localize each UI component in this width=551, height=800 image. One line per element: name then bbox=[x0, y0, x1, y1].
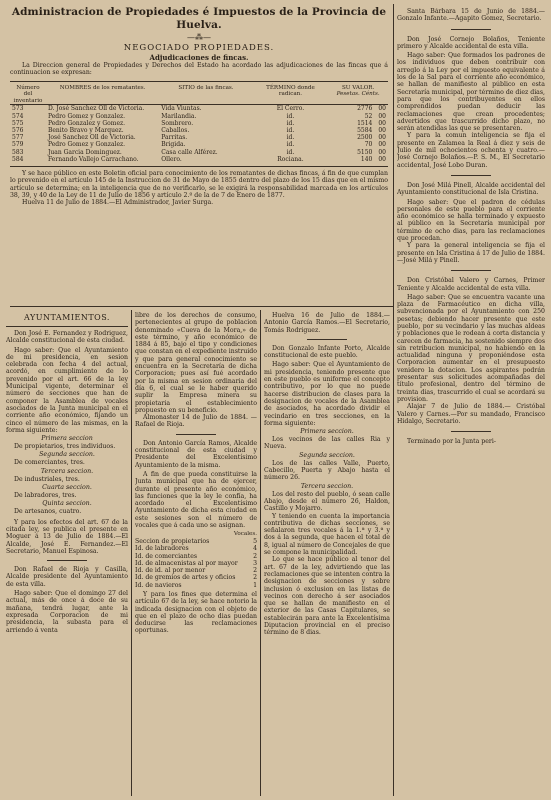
vote-row bbox=[135, 560, 257, 567]
moguer-section-4-text: De labradores, tres. bbox=[14, 492, 77, 500]
sb-section-1: Primera seccion. bbox=[300, 428, 354, 436]
signoff-text: Huelva 11 de Julio de 1884.—El Administrador, Javier Surga. bbox=[22, 199, 214, 207]
row-site: Caballos. bbox=[161, 126, 190, 134]
vote-count: 4 bbox=[253, 545, 257, 553]
row-number: 584 bbox=[12, 155, 24, 163]
row-pesetas: 52 bbox=[364, 112, 373, 120]
row-centimos: 00 bbox=[378, 155, 386, 163]
col-numero: Número del inventario bbox=[13, 84, 43, 104]
table-row bbox=[10, 149, 388, 156]
vote-count: 2 bbox=[253, 552, 257, 560]
vote-count: 2 bbox=[253, 567, 257, 575]
row-value bbox=[328, 149, 388, 156]
col-nombres: NOMBRES de los rematantes. bbox=[59, 84, 146, 91]
vote-row bbox=[135, 567, 257, 574]
sb-section-2: Segunda seccion. bbox=[299, 451, 355, 459]
row-number: 576 bbox=[12, 126, 24, 134]
row-centimos: 00 bbox=[378, 105, 386, 113]
sb-section-3: Tercera seccion. bbox=[300, 482, 354, 490]
row-number: 574 bbox=[12, 112, 24, 120]
row-site: Vida Viuntas. bbox=[161, 105, 202, 113]
moguer-section-5: Quinta seccion. bbox=[42, 500, 92, 508]
row-pesetas: 2776 bbox=[357, 105, 373, 113]
moguer-section-3: Tercera seccion. bbox=[40, 467, 94, 475]
row-number: 579 bbox=[12, 141, 24, 149]
vote-label: Id. de id. al por menor bbox=[135, 567, 206, 575]
row-pesetas: 5584 bbox=[357, 126, 373, 134]
table-row bbox=[10, 113, 388, 120]
vote-row bbox=[135, 538, 257, 545]
section-title: NEGOCIADO PROPIEDADES. bbox=[123, 43, 275, 53]
sb-signoff: Santa Bárbara 15 de Junio de 1884.—Gonzalo Infante.—Agapito Gomez, Secretario. bbox=[397, 8, 545, 23]
row-value bbox=[328, 105, 388, 113]
col-sitio: SITIO de las fincas. bbox=[178, 84, 234, 91]
row-value bbox=[328, 120, 388, 127]
row-centimos: 00 bbox=[378, 126, 386, 134]
zalamea-body: Hago saber: Que formados los padrones de los individuos que deben contribuir con arreglo á la Ley por el impuesto equivalente á los de la Sal para el corriente año económico, se hallan de manifiesto al público en esta Secretaría municipal, por término de diez dias, para que los contribuyentes en ellos comprendidos puedan deducir las reclamaciones que crean procedentes; advertidos que trascurrido dicho plazo, no serán atendidas las que se presentaren. bbox=[397, 52, 545, 133]
almonaster-header: Don Rafael de Rioja y Casilla, Alcalde presidente del Ayuntamiento de esta villa. bbox=[6, 566, 128, 588]
table-row bbox=[10, 134, 388, 141]
row-term: id. bbox=[286, 134, 295, 142]
table-row bbox=[10, 156, 388, 163]
row-number: 583 bbox=[12, 148, 24, 156]
row-centimos: 00 bbox=[378, 134, 386, 142]
row-centimos: 00 bbox=[378, 148, 386, 156]
row-site: Marilandia. bbox=[161, 112, 197, 120]
row-site: Ollero. bbox=[161, 155, 182, 163]
row-pesetas: 140 bbox=[360, 155, 373, 163]
vote-row bbox=[135, 553, 257, 560]
row-term: id. bbox=[286, 141, 295, 149]
row-term: id. bbox=[286, 119, 295, 127]
almonaster-signoff: Almonaster 14 de Julio de 1884. —Rafael de Rioja. bbox=[135, 414, 257, 429]
vote-label: Seccion de propietarios bbox=[135, 537, 210, 545]
row-pesetas: 2500 bbox=[357, 134, 373, 142]
row-value bbox=[328, 156, 388, 163]
sb-section-3-text: Los del resto del pueblo, ó sean calle Abajo, desde el número 26, Haldon, Castillo y Mojarro. bbox=[264, 490, 390, 513]
row-name: Fernando Vallejo Carrachano. bbox=[47, 155, 139, 163]
vote-label: Id. de comerciantes bbox=[135, 552, 198, 560]
row-name: D. José Sanchez Oll de Victoria. bbox=[47, 105, 145, 113]
row-value bbox=[328, 127, 388, 134]
alajar-body: Hago saber: Que se encuentra vacante una plaza de Farmacéutico en dicha villa, subvencionada por el Ayuntamiento con 250 pesetas; debiendo hacer presente que este pueblo, por su vecindario y las muchas aldeas y poblaciones que le rodean á corta distancia y carecen de farmacia, ha sostenido siempre dos sin retribucion municipal, no habiendo en la actualidad ninguna y proponiéndose esta Corporacion aumentar en el presupuesto venidero la dotacion. Los aspirantes podrán presentar sus solicitudes acompañadas del título profesional, dentro del término de treinta dias, trascurrido el cual se acordará su provision. bbox=[397, 293, 545, 403]
moguer-header: Don José E. Fernandez y Rodriguez, Alcalde constitucional de esta ciudad. bbox=[6, 330, 128, 345]
row-pesetas: 1514 bbox=[357, 119, 373, 127]
row-site: Casa calle Alférez. bbox=[161, 148, 218, 156]
table-row bbox=[10, 105, 388, 113]
vote-row bbox=[135, 582, 257, 589]
row-number: 573 bbox=[12, 105, 24, 113]
vote-count: 3 bbox=[253, 559, 257, 567]
moguer-body: Hago saber: Que el Ayuntamiento de mi presidencia, en sesion celebrada con fecha 4 del actual, acordó, en cumplimiento de lo prevenido por el art. 66 de la ley Municipal vigente, determinar el número de secciones que han de componer la Asamblea de vocales asociados de la Junta municipal en el corriente año económico, fijando un cinco el número de las mismas, en la forma siguiente: bbox=[6, 346, 128, 434]
ornament: —⁂— bbox=[187, 33, 211, 42]
moguer-section-2-text: De comerciantes, tres. bbox=[14, 459, 85, 467]
adjudications-table bbox=[10, 85, 388, 163]
row-term: Rociana. bbox=[277, 155, 304, 163]
vote-count: 2 bbox=[253, 574, 257, 582]
row-site: Brigida. bbox=[161, 141, 186, 149]
isla-header: Don José Milá Pinell, Alcalde accidental del Ayuntamiento constitucional de Isla Cristina. bbox=[397, 181, 545, 197]
vote-row bbox=[135, 574, 257, 581]
section-heading-ayuntamientos: AYUNTAMIENTOS. bbox=[24, 313, 110, 322]
column-middle-1 bbox=[135, 312, 257, 796]
row-site: Parritas. bbox=[161, 134, 188, 142]
row-name: Benito Bravo y Marquez. bbox=[47, 126, 124, 134]
row-name: Juan Garcia Dominguez. bbox=[47, 148, 122, 156]
votes-list bbox=[135, 538, 257, 589]
huelva-closing: Y para los fines que determina el artículo 67 de la ley, se hace notorio la indicada designacion con el objeto de que en el plazo de ocho dias puedan deducirse las reclamaciones oportunas. bbox=[135, 590, 257, 635]
vote-label: Id. de gremios de artes y oficios bbox=[135, 574, 236, 582]
row-value bbox=[328, 141, 388, 148]
huelva-header: Don Antonio García Ramos, Alcalde constitucional de esta ciudad y Presidente del Excelentísimo Ayuntamiento de la misma. bbox=[135, 439, 257, 469]
moguer-section-4: Cuarta seccion. bbox=[42, 484, 92, 492]
vote-label: Id. de labradores bbox=[135, 545, 189, 553]
santa-barbara-header: Don Gonzalo Infante Porto, Alcalde constitucional de este pueblo. bbox=[264, 344, 390, 360]
moguer-section-5-text: De artesanos, cuatro. bbox=[14, 508, 82, 516]
vote-count: 1 bbox=[253, 581, 257, 589]
moguer-section-2: Segunda seccion. bbox=[39, 451, 95, 459]
isla-closing: Y para la general inteligencia se fija el presente en Isla Cristina á 17 de Julio de 1884.—José Milá y Pinell. bbox=[397, 242, 545, 264]
notice-text: Y se hace público en este Boletin oficial para conocimiento de los rematantes de dichas fincas, á fin de que cumplan lo prevenido en el artículo 145 de la Instruccion de 31 de Mayo de 1855 dentro del plazo de los 15 dias que en el mismo artículo se determina; en la inteligencia que de no verificarlo, se le exigirá la responsabilidad marcada en los artículos 38, 39, y 40 de la Ley de 11 de Julio de 1856 y artículo 2.º de la de 7 de Enero de 1877. bbox=[10, 170, 388, 199]
huelva-body: A fin de que pueda constituirse la Junta municipal que ha de ejercer, durante el presente año económico, las funciones que la ley le confía, ha acordado el Excelentísimo Ayuntamiento de dicha esta ciudad en este sesiones son el número de vocales que á cada uno se asignan. bbox=[135, 470, 257, 530]
column-middle-2 bbox=[264, 312, 390, 796]
huelva-signoff: Huelva 16 de Julio de 1884.— Antonio García Ramos.—El Secretario, Tomás Rodriguez. bbox=[264, 312, 390, 334]
column-ayuntamientos bbox=[6, 312, 128, 796]
moguer-section-1: Primera seccion bbox=[41, 435, 93, 443]
alajar-header: Don Cristóbal Valero y Carnes, Primer Teniente y Alcalde accidental de esta villa. bbox=[397, 277, 545, 292]
sb-importance-text: Y teniendo en cuenta la importancia contributiva de dichas secciones, se señalaron tres vocales á la 1.ª y 3.ª y dos á la segunda, que hacen el total de 8, igual al número de Concejales de que se compone la municipalidad. bbox=[264, 512, 390, 557]
santa-barbara-body: Hago saber: Que el Ayuntamiento de mi presidencia, teniendo presente que en este pueblo es uniforme el concepto contributivo, por lo que no puede hacerse distribucion de clases para la designacion de vocales de la Asamblea de asociados, ha acordado dividir el vecindario en tres secciones, en la forma siguiente: bbox=[264, 361, 390, 427]
row-term: El Cerro. bbox=[276, 105, 305, 113]
row-centimos: 00 bbox=[378, 119, 386, 127]
almonaster-body-cont: libre de los derechos de consumo, pertenecientes al grupo de poblacion denominado «Cueva de la Mora,» de este término, y año económico de 1884 á 85, bajo el tipo y condiciones que constan en el expediente instruido y que para general conocimiento se encuentra en la Secretaría de dicha Corporacion; pues así fué acordado por la misma en sesion ordinaria del día 6, el cual se le haber querido suplir la Empresa minera su propietaria el establecimiento propuesto en su beneficio. bbox=[135, 312, 257, 414]
zalamea-header: Don José Cornejo Bolaños, Teniente primero y Alcalde accidental de esta villa. bbox=[397, 35, 545, 50]
votes-label: Vocales. bbox=[233, 531, 257, 538]
row-pesetas: 70 bbox=[364, 141, 373, 149]
row-term: id. bbox=[286, 126, 295, 134]
column-right bbox=[397, 8, 545, 796]
row-value bbox=[328, 134, 388, 141]
col-termino: TÉRMINO donde radican. bbox=[266, 84, 315, 98]
sb-closing-text: Lo que se hace público al tenor del art. 67 de la ley, advirtiendo que las reclamaciones que se intenten contra la designacion de secciones y sobre inclusion ó exclusion en las listas de vecinos con derecho á ser asociados que se hallan de manifiesto en el exterior de las Casas Capitulares, se establecirán para ante la Excelentísima Diputacion provincial en el preciso término de 8 dias. bbox=[264, 556, 390, 637]
vote-label: Id. de navieros bbox=[135, 581, 182, 589]
junta-text: Terminado por la Junta peri- bbox=[407, 438, 496, 446]
row-centimos: 00 bbox=[378, 112, 386, 120]
zalamea-closing: Y para la comun inteligencia se fija el presente en Zalamea la Real á diez y seis de Julio de mil ochocientos ochenta y cuatro.—José Cornejo Bolaños.—P. S. M., El Secretario accidental, José Lobo Duran. bbox=[397, 132, 545, 169]
row-pesetas: 5150 bbox=[357, 148, 373, 156]
row-site: Sombrero. bbox=[161, 119, 194, 127]
alajar-closing: Alajar 7 de Julio de 1884.— Cristóbal Valero y Carnes.—Por su mandado, Francisco Hidalgo, Secretario. bbox=[397, 403, 545, 425]
col-valor bbox=[328, 85, 388, 105]
vote-row bbox=[135, 545, 257, 552]
sb-section-2-text: Los de las calles Valle, Puerto, Cabecillo, Puerta y Abajo hasta el número 26. bbox=[264, 459, 390, 482]
isla-body: Hago saber: Que el padron de cédulas personales de este pueblo para el corriente año económico se halla terminado y expuesto al público en la Secretaría municipal por término de ocho dias, para las reclamaciones que procedan. bbox=[397, 198, 545, 243]
page-title: Administracion de Propiedades é Impuestos de la Provincia de Huelva. bbox=[11, 6, 387, 31]
vote-count: 5 bbox=[253, 537, 257, 545]
row-number: 577 bbox=[12, 134, 24, 142]
moguer-section-3-text: De industriales, tres. bbox=[14, 475, 80, 483]
header-block bbox=[10, 6, 388, 206]
row-value bbox=[328, 113, 388, 120]
almonaster-body: Hago saber: Que el domingo 27 del actual, más de once á doce de su mañana, tendrá lugar, ante la expresada Corporacion de mi presidencia, la subasta para el arriendo á venta bbox=[6, 590, 128, 634]
col-pesetas-label: Pesetas. Cénts. bbox=[336, 91, 380, 98]
table-row bbox=[10, 120, 388, 127]
row-number: 575 bbox=[12, 119, 24, 127]
table-row bbox=[10, 141, 388, 148]
moguer-closing: Y para los efectos del art. 67 de la citada ley, se publica el presente en Moguer á 13 de Julio de 1884.—El Alcalde, José E. Fernandez.—El Secretario, Manuel Espinosa. bbox=[6, 518, 128, 555]
intro-text: La Direccion general de Propiedades y Derechos del Estado ha acordado las adjudicaciones de las fincas que á continuacion se expresan: bbox=[10, 62, 388, 77]
row-centimos: 00 bbox=[378, 141, 386, 149]
moguer-section-1-text: De propietarios, tres individuos. bbox=[14, 443, 116, 451]
subsection-title: Adjudicaciones de fincas. bbox=[149, 53, 249, 62]
row-name: Pedro Gomez y Gonzalez. bbox=[47, 112, 126, 120]
row-name: Pedro Gomez y Gonzalez. bbox=[47, 141, 126, 149]
vote-label: Id. de almacenistas al por mayor bbox=[135, 559, 238, 567]
sb-section-1-text: Los vecinos de las calles Ria y Nueva. bbox=[264, 436, 390, 451]
row-name: Pedro Gonzalez y Gomez. bbox=[47, 119, 126, 127]
col-valor-label: SU VALOR. bbox=[341, 84, 375, 91]
row-name: José Sanchez Oll de Victoria. bbox=[47, 134, 136, 142]
row-term: id. bbox=[286, 112, 295, 120]
row-term: id. bbox=[286, 148, 295, 156]
table-row bbox=[10, 127, 388, 134]
